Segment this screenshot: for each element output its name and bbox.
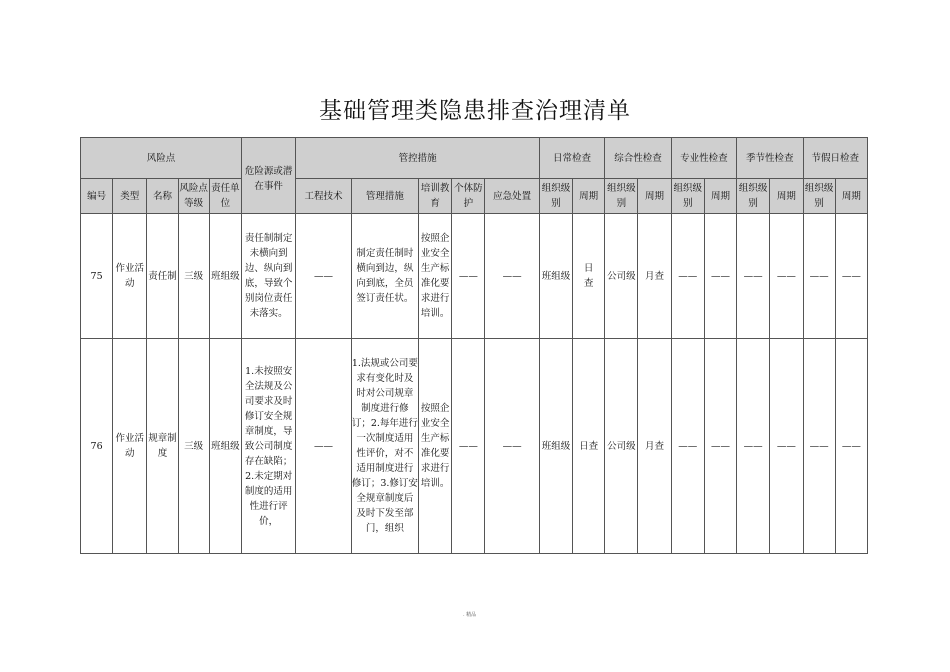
cell-hazard: 责任制制定未横向到边、纵向到底，导致个别岗位责任未落实。 (242, 214, 296, 339)
header-daily-period: 周期 (573, 179, 605, 214)
header-col-training: 培训教育 (419, 179, 452, 214)
cell-holiday-org: —— (803, 214, 835, 339)
cell-ppe: —— (452, 339, 485, 554)
cell-engineering: —— (296, 214, 351, 339)
cell-emergency: —— (485, 214, 539, 339)
cell-daily-org: 班组级 (539, 214, 572, 339)
cell-prof-org: —— (671, 214, 704, 339)
header-row-columns (81, 179, 868, 214)
cell-level: 三级 (178, 339, 209, 554)
cell-level: 三级 (178, 214, 209, 339)
table-row (81, 214, 868, 339)
cell-holiday-period: —— (835, 214, 867, 339)
hazard-checklist-table (80, 137, 868, 554)
cell-unit: 班组级 (209, 339, 241, 554)
cell-prof-period: —— (704, 214, 736, 339)
cell-engineering: —— (296, 339, 351, 554)
cell-daily-period: 日查 (573, 339, 605, 554)
header-col-emergency: 应急处置 (485, 179, 539, 214)
header-seasonal-check: 季节性检查 (737, 138, 803, 179)
cell-no: 76 (81, 339, 113, 554)
cell-season-period: —— (770, 339, 803, 554)
cell-type: 作业活动 (113, 214, 147, 339)
cell-comp-period: 月查 (638, 339, 671, 554)
cell-season-org: —— (737, 214, 770, 339)
cell-comp-org: 公司级 (605, 214, 638, 339)
header-col-unit: 责任单位 (209, 179, 241, 214)
cell-comp-period: 月查 (638, 214, 671, 339)
header-season-org: 组织级别 (737, 179, 770, 214)
cell-no: 75 (81, 214, 113, 339)
header-control-measures: 管控措施 (296, 138, 540, 179)
cell-daily-org: 班组级 (539, 339, 572, 554)
header-professional-check: 专业性检查 (671, 138, 736, 179)
header-row-groups (81, 138, 868, 179)
header-comp-period: 周期 (638, 179, 671, 214)
cell-management: 制定责任制时横向到边，纵向到底，全员签订责任状。 (351, 214, 418, 339)
header-col-ppe: 个体防护 (452, 179, 485, 214)
header-risk-point: 风险点 (81, 138, 242, 179)
header-comprehensive-check: 综合性检查 (605, 138, 671, 179)
header-holiday-org: 组织级别 (803, 179, 835, 214)
cell-season-org: —— (737, 339, 770, 554)
cell-comp-org: 公司级 (605, 339, 638, 554)
header-col-type: 类型 (113, 179, 147, 214)
cell-season-period: —— (770, 214, 803, 339)
cell-name: 责任制 (147, 214, 178, 339)
header-holiday-period: 周期 (835, 179, 867, 214)
page-title: 基础管理类隐患排查治理清单 (319, 98, 631, 124)
header-col-no: 编号 (81, 179, 113, 214)
header-holiday-check: 节假日检查 (803, 138, 868, 179)
cell-prof-period: —— (704, 339, 736, 554)
cell-prof-org: —— (671, 339, 704, 554)
cell-emergency: —— (485, 339, 539, 554)
cell-holiday-period: —— (835, 339, 867, 554)
header-col-engineering: 工程技术 (296, 179, 351, 214)
cell-unit: 班组级 (209, 214, 241, 339)
cell-training: 按照企业安全生产标准化要求进行培训。 (419, 339, 452, 554)
cell-ppe: —— (452, 214, 485, 339)
cell-daily-period: 日查 (573, 214, 605, 339)
header-season-period: 周期 (770, 179, 803, 214)
header-prof-org: 组织级别 (671, 179, 704, 214)
cell-hazard: 1.未按照安全法规及公司要求及时修订安全规章制度，导致公司制度存在缺陷；2.未定期对制度的适用性进行评价， (242, 339, 296, 554)
header-col-level: 风险点等级 (178, 179, 209, 214)
header-prof-period: 周期 (704, 179, 736, 214)
header-comp-org: 组织级别 (605, 179, 638, 214)
cell-holiday-org: —— (803, 339, 835, 554)
page-footer: . 精品 (463, 612, 477, 618)
cell-type: 作业活动 (113, 339, 147, 554)
table-row (81, 339, 868, 554)
header-daily-org: 组织级别 (539, 179, 572, 214)
cell-training: 按照企业安全生产标准化要求进行培训。 (419, 214, 452, 339)
header-col-name: 名称 (147, 179, 178, 214)
cell-name: 规章制度 (147, 339, 178, 554)
cell-management: 1.法规或公司要求有变化时及时对公司规章制度进行修订；2.每年进行一次制度适用性评价，对不适用制度进行修订；3.修订安全规章制度后及时下发至部门，组织 (351, 339, 418, 554)
header-col-management: 管理措施 (351, 179, 418, 214)
header-hazard: 危险源或潜在事件 (242, 138, 296, 214)
header-daily-check: 日常检查 (539, 138, 604, 179)
